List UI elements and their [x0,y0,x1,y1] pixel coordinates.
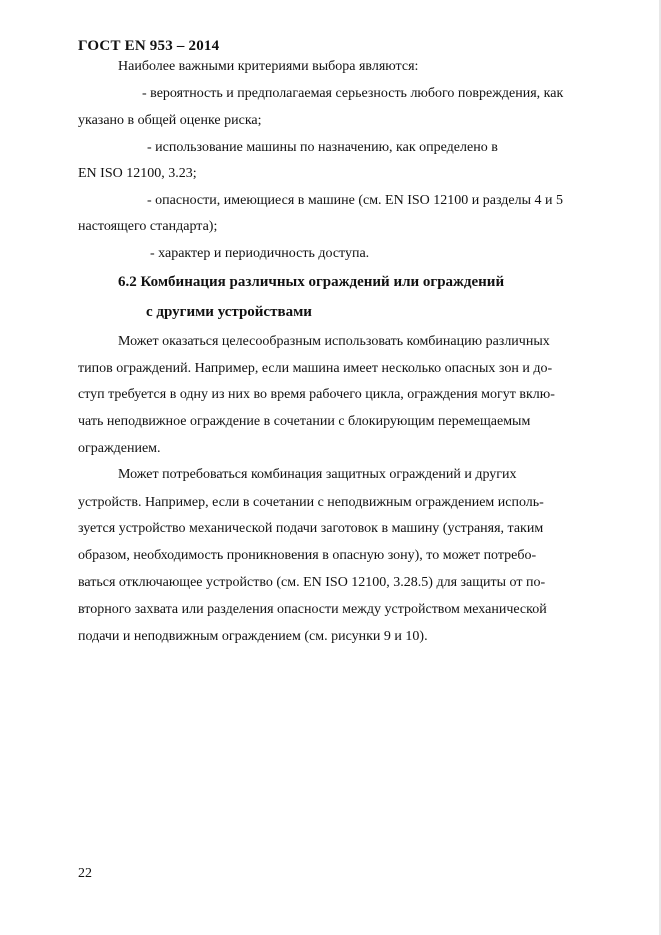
paragraph-line: устройств. Например, если в сочетании с неподвижным ограждением исполь- [78,495,544,510]
criterion-line: указано в общей оценке риска; [78,113,262,128]
criterion-line: - вероятность и предполагаемая серьезность любого повреждения, как [142,86,564,101]
paragraph-line: Может оказаться целесообразным использовать комбинацию различных [118,334,550,349]
paragraph-line: чать неподвижное ограждение в сочетании с блокирующим перемещаемым [78,414,531,429]
paragraph-line: зуется устройство механической подачи заготовок в машину (устраняя, таким [78,521,544,536]
criterion-line: - характер и периодичность доступа. [150,246,370,261]
section-title: с другими устройствами [146,304,312,320]
criterion-line: EN ISO 12100, 3.23; [78,166,197,181]
section-title: 6.2 Комбинация различных ограждений или ограждений [118,274,505,290]
criterion-line: настоящего стандарта); [78,219,218,234]
paragraph-line: ваться отключающее устройство (см. EN ISO 12100, 3.28.5) для защиты от по- [78,575,546,590]
paragraph-line: подачи и неподвижным ограждением (см. рисунки 9 и 10). [78,629,428,644]
intro-line: Наиболее важными критериями выбора являются: [118,59,419,74]
paragraph-line: типов ограждений. Например, если машина имеет несколько опасных зон и до- [78,361,553,376]
document-header: ГОСТ EN 953 – 2014 [78,38,220,54]
paragraph-line: ступ требуется в одну из них во время рабочего цикла, ограждения могут вклю- [78,387,555,402]
paragraph-line: образом, необходимость проникновения в опасную зону), то может потребо- [78,548,537,563]
paragraph-line: вторного захвата или разделения опасности между устройством механической [78,602,547,617]
page-number: 22 [78,866,92,881]
paragraph-line: ограждением. [78,441,161,456]
paragraph-line: Может потребоваться комбинация защитных ограждений и других [118,467,517,482]
criterion-line: - опасности, имеющиеся в машине (см. EN ISO 12100 и разделы 4 и 5 [147,193,563,208]
criterion-line: - использование машины по назначению, как определено в [147,140,498,155]
